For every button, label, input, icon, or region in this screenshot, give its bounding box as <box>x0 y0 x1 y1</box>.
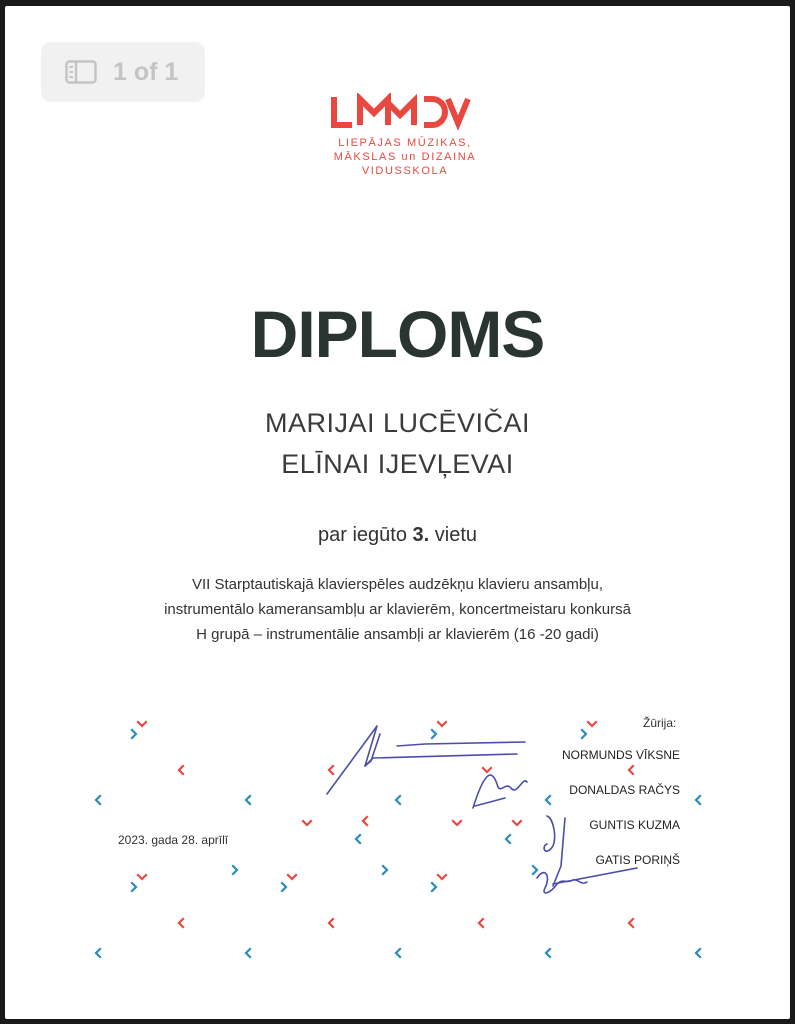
competition-line-3: H grupā – instrumentālie ansambļi ar klavierēm (16 -20 gadi) <box>196 626 599 643</box>
document-page <box>5 6 790 1019</box>
place-value: 3. <box>412 524 430 546</box>
place-suffix: vietu <box>434 524 478 546</box>
jury-member-2: DONALDAS RAČYS <box>569 783 680 797</box>
jury-member-3: GUNTIS KUZMA <box>589 818 680 832</box>
recipient-name-1: MARIJAI LUCĒVIČAI <box>264 408 531 438</box>
logo-text-line3: VIDUSSKOLA <box>361 165 449 177</box>
issue-date: 2023. gada 28. aprīlī <box>118 833 229 847</box>
competition-line-1: VII Starptautiskajā klavierspēles audzēkņu klavieru ansambļu, <box>191 576 604 593</box>
place-prefix: par iegūto <box>317 524 407 546</box>
page-count-label: 1 of 1 <box>113 58 179 86</box>
logo-text-line1: LIEPĀJAS MŪZIKAS, <box>338 137 472 149</box>
jury-label: Žūrija: <box>643 716 677 730</box>
jury-member-4: GATIS PORIŅŠ <box>595 853 680 867</box>
jury-member-1: NORMUNDS VĪKSNE <box>561 748 680 762</box>
logo-text-line2: MĀKSLAS un DIZAINA <box>333 151 477 163</box>
jury-signatures <box>5 6 790 1019</box>
recipient-name-2: ELĪNAI IJEVĻEVAI <box>281 449 514 479</box>
diploma-title: DIPLOMS <box>250 297 545 371</box>
competition-line-2: instrumentālo kameransambļu ar klavierēm, koncertmeistaru konkursā <box>164 601 631 618</box>
